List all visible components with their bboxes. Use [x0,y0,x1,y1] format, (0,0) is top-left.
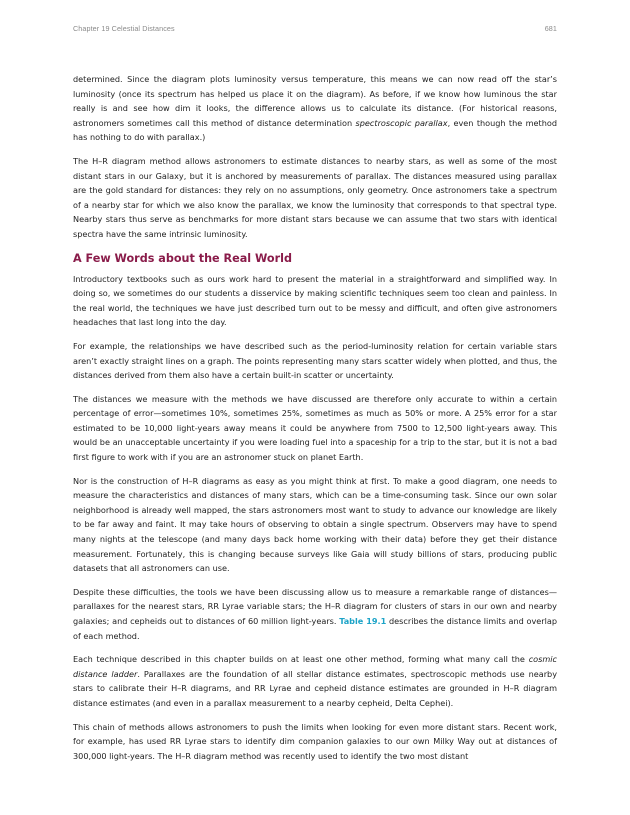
paragraph-8 [73,652,557,710]
paragraph-1 [73,72,557,145]
paragraph-9: This chain of methods allows astronomers to push the limits when looking for even more distant stars. Recent work, for example, has used RR Lyrae stars to identify dim companion galaxies to our own Milky Way out at distances of 300,000 light-years. The H–R diagram method was recently used to identify the two most distant [73,721,557,761]
chapter-title: Chapter 19 Celestial Distances [73,24,175,33]
table-19-1-link[interactable]: Table 19.1 [339,616,387,626]
paragraph-8-text-b: . Parallaxes are the foundation of all stellar distance estimates, spectroscopic methods use nearby stars to calibrate their H–R diagrams, and RR Lyrae and cepheid distance estimates are grounded in H–R diagram distance estimates (and even in a parallax measurement to a nearby cepheid, Delta Cephei). [73,668,558,708]
paragraph-6: Nor is the construction of H–R diagrams as easy as you might think at first. To make a good diagram, one needs to measure the characteristics and distances of many stars, which can be a time-consuming task. Since our own solar neighborhood is already well mapped, the stars astronomers most want to study to advance our knowledge are likely to be far away and faint. It may take hours of observing to obtain a single spectrum. Observers may have to spend many nights at the telescope (and many days back home working with their data) before they get their distance measurement. Fortunately, this is changing because surveys like Gaia will study billions of stars, producing public datasets that all astronomers can use. [73,475,557,574]
body-text [73,72,557,772]
paragraph-7-text-b: describes the distance limits and overlap of each method. [73,616,557,641]
paragraph-4: For example, the relationships we have described such as the period-luminosity relation for certain variable stars aren’t exactly straight lines on a graph. The points representing many stars scatter widely when plotted, and thus, the distances derived from them also have a certain built-in scatter or uncertainty. [73,340,557,381]
term-spectroscopic-parallax: spectroscopic parallax [355,117,448,128]
paragraph-7 [73,585,557,643]
paragraph-5: The distances we measure with the methods we have discussed are therefore only accurate to within a certain percentage of error—sometimes 10%, sometimes 25%, sometimes as much as 50% or more. A 25% error for a star estimated to be 10,000 light-years away means it could be anywhere from 7500 to 12,500 light-years away. This would be an unacceptable uncertainty if you were loading fuel into a spaceship for a trip to the star, but it is not a bad first figure to work with if you are an astronomer stuck on planet Earth. [73,393,557,463]
paragraph-2: The H–R diagram method allows astronomers to estimate distances to nearby stars, as well as some of the most distant stars in our Galaxy, but it is anchored by measurements of parallax. The distances measured using parallax are the gold standard for distances: they rely on no assumptions, only geometry. Once astronomers take a spectrum of a nearby star for which we also know the parallax, we know the luminosity that corresponds to that spectral type. Nearby stars thus serve as benchmarks for more distant stars because we can assume that two stars with identical spectra have the same intrinsic luminosity. [73,155,557,239]
section-heading: A Few Words about the Real World [73,251,292,265]
page-number: 681 [544,24,557,33]
paragraph-3: Introductory textbooks such as ours work hard to present the material in a straightforward and simplified way. In doing so, we sometimes do our students a disservice by making scientific techniques seem too clean and painless. In the real world, the techniques we have just described turn out to be messy and difficult, and often give astronomers headaches that last long into the day. [73,273,557,328]
running-header [73,24,557,36]
paragraph-7-text-a: Despite these difficulties, the tools we have been discussing allow us to measure a remarkable range of distances—parallaxes for the nearest stars, RR Lyrae variable stars; the H–R diagram for clusters of stars in our own and nearby galaxies; and cepheids out to distances of 60 million light-years. [73,586,557,626]
paragraph-1-text-a: determined. Since the diagram plots luminosity versus temperature, this means we can now read off the star’s luminosity (once its spectrum has helped us place it on the diagram). As before, if we know how luminous the star really is and see how dim it looks, the difference allows us to calculate its distance. (For historical reasons, astronomers sometimes call this method of distance determination [73,74,557,128]
paragraph-8-text-a: Each technique described in this chapter builds on at least one other method, forming what many call the [73,654,529,665]
term-cosmic-distance-ladder: cosmic distance ladder [73,654,557,679]
paragraph-1-text-b: , even though the method has nothing to do with parallax.) [73,117,558,143]
